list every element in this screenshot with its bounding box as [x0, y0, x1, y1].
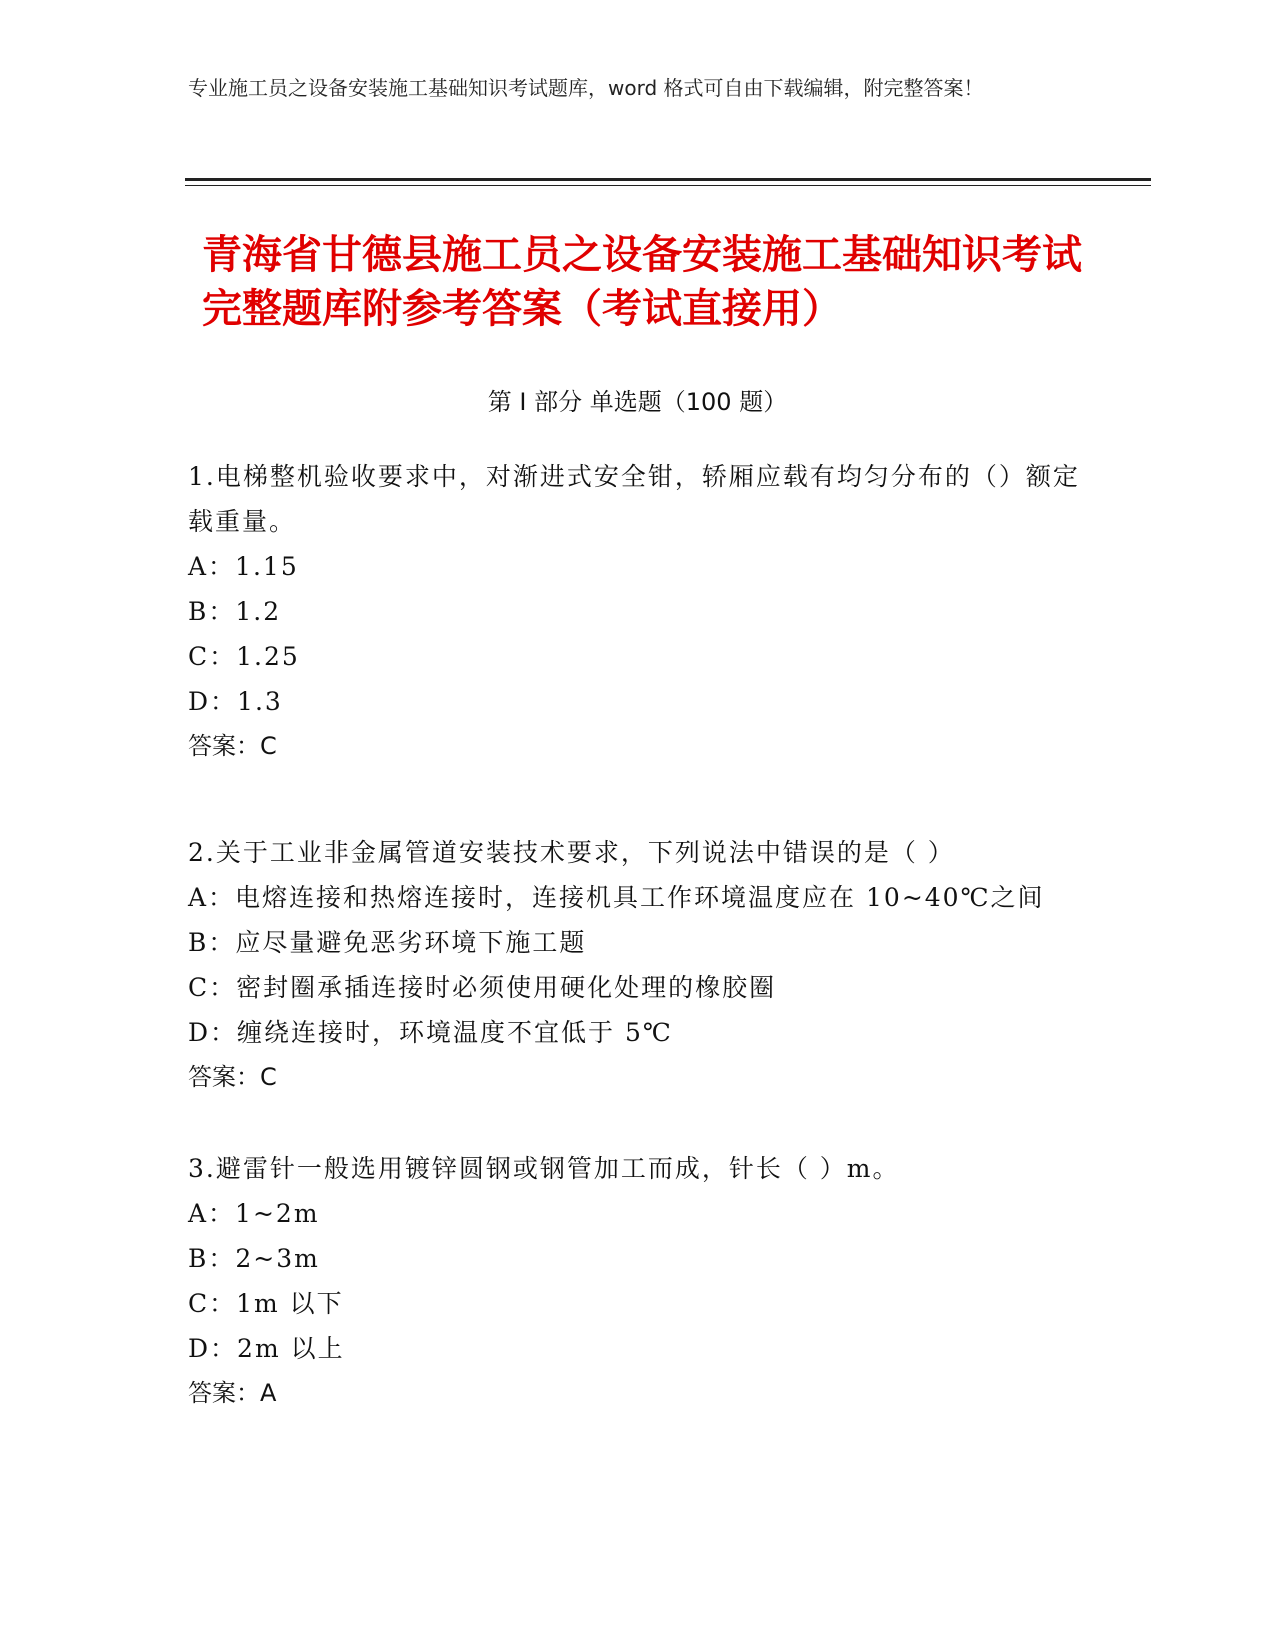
header-divider-thick [185, 178, 1151, 181]
option-b: B：应尽量避免恶劣环境下施工题 [188, 928, 587, 957]
option-b: B：1.2 [188, 597, 282, 626]
question-2 [188, 830, 1088, 1100]
question-3 [188, 1146, 1088, 1416]
answer: 答案：C [188, 732, 277, 760]
document-title: 青海省甘德县施工员之设备安装施工基础知识考试完整题库附参考答案（考试直接用） [202, 232, 1082, 332]
option-c: C：密封圈承插连接时必须使用硬化处理的橡胶圈 [188, 973, 777, 1002]
option-d: D：缠绕连接时，环境温度不宜低于 5℃ [188, 1018, 673, 1047]
question-stem: 1.电梯整机验收要求中，对渐进式安全钳，轿厢应载有均匀分布的（）额定载重量。 [188, 462, 1080, 536]
answer: 答案：A [188, 1379, 277, 1407]
option-a: A：电熔连接和热熔连接时，连接机具工作环境温度应在 10~40℃之间 [188, 883, 1045, 912]
answer: 答案：C [188, 1063, 277, 1091]
question-1 [188, 454, 1088, 769]
header-divider-thin [185, 185, 1151, 186]
question-stem: 3.避雷针一般选用镀锌圆钢或钢管加工而成，针长（ ）m。 [188, 1154, 900, 1183]
option-a: A：1.15 [188, 552, 299, 581]
option-b: B：2~3m [188, 1244, 320, 1273]
option-c: C：1.25 [188, 642, 300, 671]
question-stem: 2.关于工业非金属管道安装技术要求，下列说法中错误的是（ ） [188, 838, 955, 867]
header-note: 专业施工员之设备安装施工基础知识考试题库，word 格式可自由下载编辑，附完整答案！ [188, 76, 984, 100]
option-c: C：1m 以下 [188, 1289, 344, 1318]
option-d: D：1.3 [188, 687, 283, 716]
option-a: A：1~2m [188, 1199, 320, 1228]
section-title: 第 I 部分 单选题（100 题） [487, 388, 788, 416]
option-d: D：2m 以上 [188, 1334, 345, 1363]
